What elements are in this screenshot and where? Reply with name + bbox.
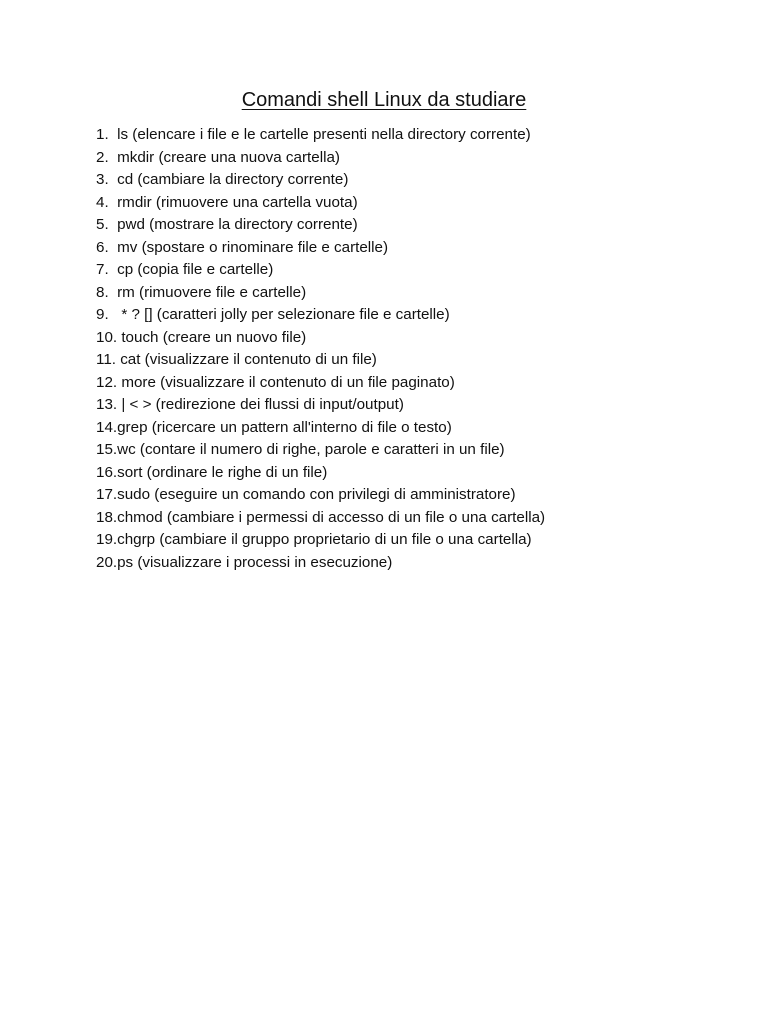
command-item: 3. cd (cambiare la directory corrente) (96, 171, 349, 188)
document-title: Comandi shell Linux da studiare (241, 89, 527, 111)
command-item: 4. rmdir (rimuovere una cartella vuota) (96, 193, 358, 211)
command-item: 20.ps (visualizzare i processi in esecuzione) (96, 553, 393, 571)
command-list (96, 124, 736, 574)
command-item: 11. cat (visualizzare il contenuto di un file) (96, 351, 377, 368)
command-item: 6. mv (spostare o rinominare file e cartelle) (96, 238, 389, 256)
command-item: 15.wc (contare il numero di righe, parole e caratteri in un file) (96, 441, 505, 458)
command-item: 17.sudo (eseguire un comando con privilegi di amministratore) (96, 486, 516, 503)
command-item: 10. touch (creare un nuovo file) (96, 328, 307, 346)
command-item: 5. pwd (mostrare la directory corrente) (96, 216, 358, 233)
command-item: 7. cp (copia file e cartelle) (96, 261, 274, 278)
command-item: 12. more (visualizzare il contenuto di un file paginato) (96, 373, 455, 391)
command-item: 16.sort (ordinare le righe di un file) (96, 463, 328, 481)
command-item: 2. mkdir (creare una nuova cartella) (96, 148, 340, 166)
command-item: 13. | < > (redirezione dei flussi di input/output) (96, 396, 404, 413)
command-item: 9. * ? [] (caratteri jolly per selezionare file e cartelle) (96, 306, 450, 323)
command-item: 8. rm (rimuovere file e cartelle) (96, 283, 307, 301)
command-item: 19.chgrp (cambiare il gruppo proprietario di un file o una cartella) (96, 531, 532, 548)
command-item: 1. ls (elencare i file e le cartelle presenti nella directory corrente) (96, 126, 531, 143)
command-item: 14.grep (ricercare un pattern all'interno di file o testo) (96, 418, 452, 436)
command-item: 18.chmod (cambiare i permessi di accesso di un file o una cartella) (96, 508, 546, 526)
